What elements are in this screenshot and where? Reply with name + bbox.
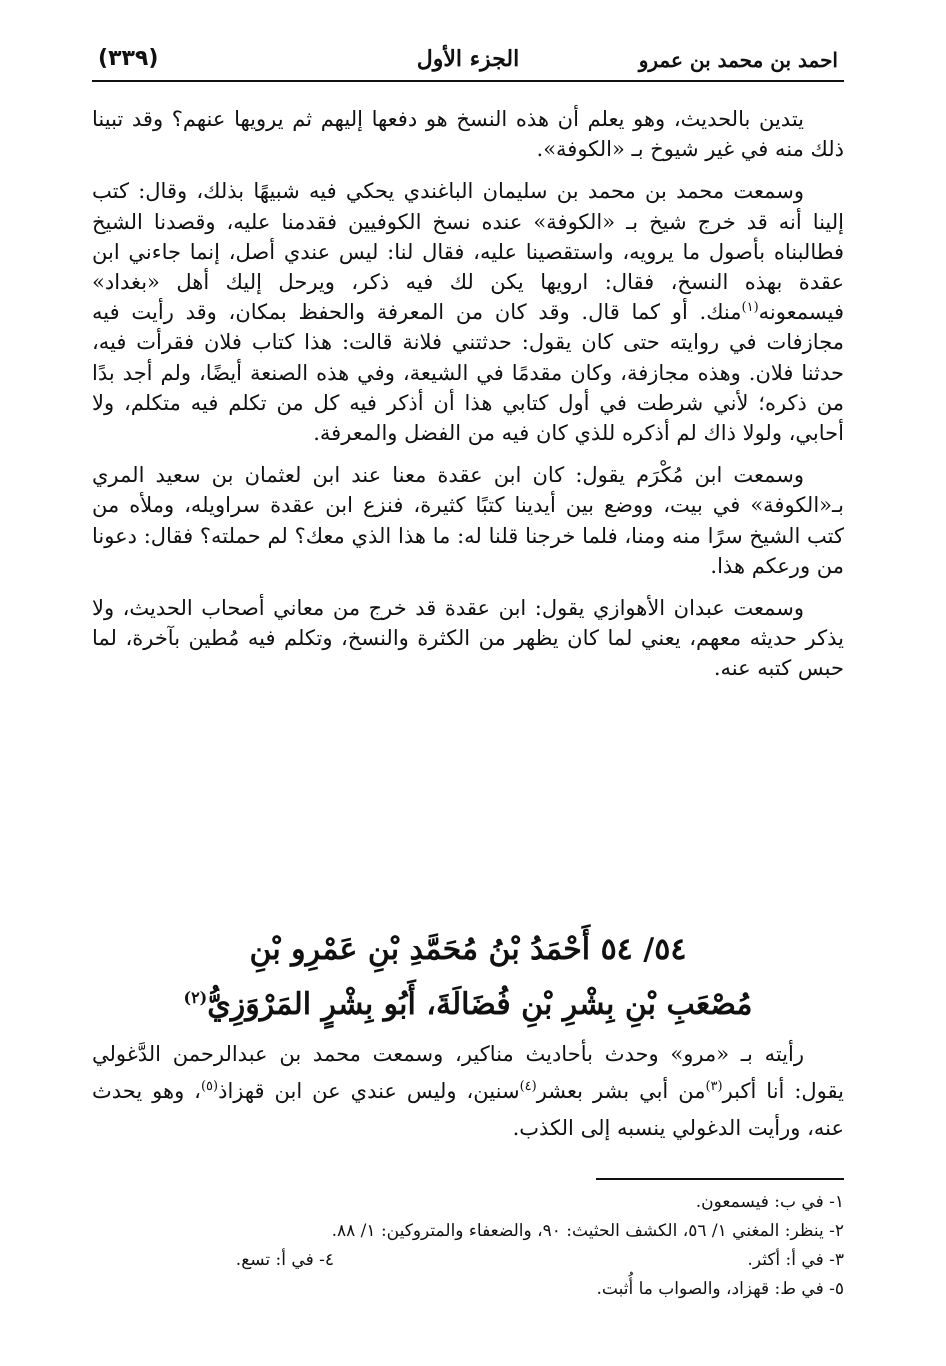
paragraph-text: وسمعت محمد بن محمد بن سليمان الباغندي يحكي فيه شبيهًا بذلك، وقال: كتب إلينا أنه قد خرج شيخ بـ «الكوفة» عنده نسخ الكوفيين فقدمنا عليه، وقصدنا الشيخ فطالبناه بأصول ما يرويه، واستقصينا عليه، فقال لنا: ليس عندي أصل، إنما جاءني ابن عقدة بهذه النسخ، فقال: ارويها يكن لك فيه ذكر، ويرحل إليك أهل «بغداد» فيسمعونه xyxy=(92,179,844,325)
footnotes xyxy=(92,1188,844,1304)
entry-heading-line xyxy=(92,974,844,1029)
footnote: ٢- ينظر: المغني ١/ ٥٦، الكشف الحثيث: ٩٠، والضعفاء والمتروكين: ١/ ٨٨. xyxy=(331,1221,844,1241)
footnote-marker: (٣) xyxy=(705,1079,723,1094)
footnote-divider xyxy=(596,1178,844,1180)
entry-heading-text: مُصْعَبِ بْنِ بِشْرِ بْنِ فُضَالَةَ، أَبُو بِشْرٍ المَرْوَزِيُّ xyxy=(207,987,753,1022)
volume-title: الجزء الأول xyxy=(416,46,520,72)
paragraph xyxy=(92,1036,844,1147)
paragraph: وسمعت عبدان الأهوازي يقول: ابن عقدة قد خرج من معاني أصحاب الحديث، ولا يذكر حديثه معهم، يعني لما كان يظهر من الكثرة والنسخ، وتكلم فيه مُطين بآخرة، لما حبس كتبه عنه. xyxy=(92,596,844,681)
paragraph-text: منك. أو كما قال. وقد كان من المعرفة والحفظ بمكان، وقد رأيت فيه مجازفات في روايته حتى كان يقول: حدثتني فلانة قالت: هذا كتاب فلان فقرأت فيه، حدثنا فلان. وهذه مجازفة، وكان مقدمًا في الشيعة، وفي هذه الصنعة أيضًا، ولم أجد بدًا من ذكره؛ لأني شرطت في أول كتابي هذا أن أذكر فيه كل من تكلم فيه متكلم، ولا أحابي، ولولا ذاك لم أذكره للذي كان فيه من الفضل والمعرفة. xyxy=(92,300,844,446)
paragraph: يتدين بالحديث، وهو يعلم أن هذه النسخ هو دفعها إليهم ثم يرويها عنهم؟ وقد تبينا ذلك منه في غير شيوخ بـ «الكوفة». xyxy=(92,107,844,162)
page-header xyxy=(92,40,844,82)
paragraph-text: ، وهو يحدث عنه، ورأيت الدغولي ينسبه إلى الكذب. xyxy=(92,1079,844,1140)
footnote-marker: (١) xyxy=(741,300,759,316)
entry-heading-line: ٥٤/ ٥٤ أَحْمَدُ بْنُ مُحَمَّدِ بْنِ عَمْرِو بْنِ xyxy=(249,932,687,967)
footnote: ٤- في أ: تسع. xyxy=(235,1250,334,1270)
page-number: (٣٣٩) xyxy=(98,46,159,71)
footnote: ٥- في ط: قهزاد، والصواب ما أُثبت. xyxy=(596,1279,844,1299)
main-text xyxy=(92,104,844,696)
entry-heading xyxy=(92,926,844,1029)
paragraph-text: سنين، وليس عندي عن ابن قهزاذ xyxy=(218,1079,520,1103)
footnote: ١- في ب: فيسمعون. xyxy=(695,1192,844,1212)
footnote-marker: (٤) xyxy=(519,1079,537,1094)
paragraph xyxy=(92,176,844,448)
paragraph-text: من أبي بشر بعشر xyxy=(536,1079,706,1103)
running-title: احمد بن محمد بن عمرو xyxy=(638,48,838,72)
footnote-row xyxy=(92,1246,844,1275)
footnote: ٣- في أ: أكثر. xyxy=(747,1250,844,1270)
entry-body xyxy=(92,1036,844,1147)
paragraph-text: رأيته بـ «مرو» وحدث بأحاديث مناكير، وسمعت محمد بن عبدالرحمن الدَّغولي يقول: أنا أكبر xyxy=(92,1042,844,1103)
footnote-marker: (٢) xyxy=(183,988,208,1007)
paragraph: وسمعت ابن مُكْرَم يقول: كان ابن عقدة معنا عند ابن لعثمان بن سعيد المري بـ«الكوفة» في بيت، ووضع بين أيدينا كتبًا كثيرة، فنزع ابن عقدة سراويله، وملأه من كتب الشيخ سرًا منه ومنا، فلما خرجنا قلنا له: ما هذا الذي معك؟ لم حملته؟ فقال: دعونا من ورعكم هذا. xyxy=(92,463,844,578)
footnote-marker: (٥) xyxy=(200,1079,219,1094)
